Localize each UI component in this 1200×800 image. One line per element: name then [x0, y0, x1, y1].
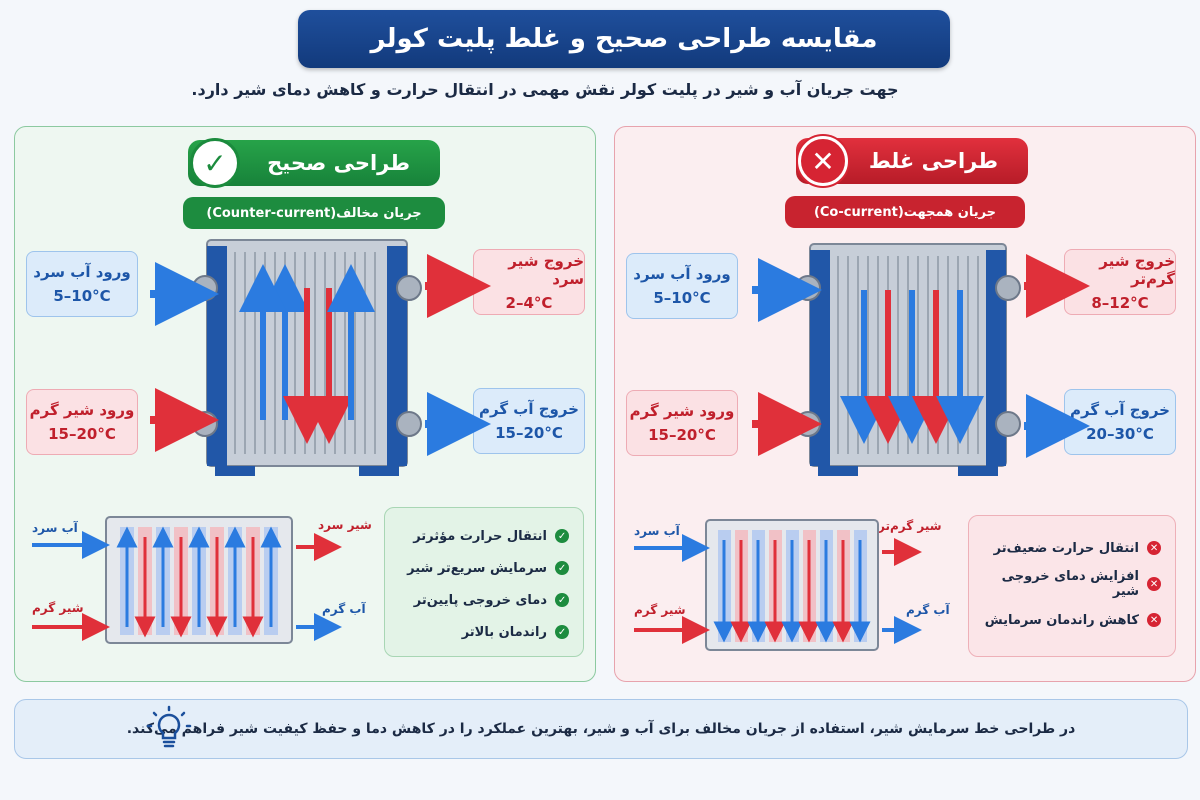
warmer-milk-outlet-label: خروج شیر گرم‌تر [1099, 252, 1175, 288]
warm-water-outlet-box-wrong [1064, 389, 1176, 455]
warm-water-outlet-value: 20–30°C [1086, 425, 1154, 443]
correct-design-badge [188, 140, 440, 186]
cold-milk-outlet-box [473, 249, 585, 315]
diagram-warm-milk-label: شیر گرم [634, 603, 686, 617]
counter-current-label: جریان مخالف(Counter-current) [183, 197, 445, 229]
hot-milk-inlet-box [26, 389, 138, 455]
cold-milk-outlet-label: خروج شیر سرد [508, 252, 584, 288]
warm-water-outlet-box [473, 388, 585, 454]
plate-heat-exchanger-wrong [748, 244, 1068, 480]
list-item: ✓ سرمایش سریع‌تر شیر [399, 552, 569, 584]
diagram-warm-water-label: آب گرم [322, 602, 366, 616]
cold-water-inlet-value: 5–10°C [653, 289, 711, 307]
list-item: ✓ انتقال حرارت مؤثرتر [399, 520, 569, 552]
footer-text: در طراحی خط سرمایش شیر، استفاده از جریان مخالف برای آب و شیر، بهترین عملکرد را در کاهش دما و حفظ کیفیت شیر فراهم می‌کند. [126, 721, 1076, 737]
x-icon: ✕ [1147, 577, 1161, 591]
warm-water-outlet-value: 15–20°C [495, 424, 563, 442]
plate-heat-exchanger-correct [145, 240, 475, 480]
check-icon: ✓ [555, 529, 569, 543]
cold-water-inlet-value: 5–10°C [53, 287, 111, 305]
hot-milk-inlet-value: 15–20°C [48, 425, 116, 443]
correct-benefits-list [384, 507, 584, 657]
lightbulb-icon [146, 706, 192, 752]
x-icon: ✕ [798, 136, 848, 186]
co-current-label: جریان همجهت(Co-current) [785, 196, 1025, 228]
wrong-badge-label: طراحی غلط [868, 149, 998, 173]
hot-milk-inlet-box-wrong [626, 390, 738, 456]
warmer-milk-outlet-value: 8–12°C [1091, 294, 1149, 312]
hot-milk-inlet-label: ورود شیر گرم [29, 401, 135, 419]
diagram-cold-water-label: آب سرد [32, 521, 78, 535]
list-item: ✕ کاهش راندمان سرمایش [983, 602, 1161, 638]
check-icon: ✓ [555, 561, 569, 575]
x-icon: ✕ [1147, 541, 1161, 555]
x-icon: ✕ [1147, 613, 1161, 627]
wrong-design-badge [796, 138, 1028, 184]
check-icon: ✓ [190, 138, 240, 188]
warmer-milk-outlet-box [1064, 249, 1176, 315]
cold-milk-outlet-value: 2–4°C [505, 294, 553, 312]
list-item: ✓ راندمان بالاتر [399, 616, 569, 648]
co-current-schematic [632, 518, 914, 654]
diagram-warm-milk-label: شیر گرم [32, 601, 84, 615]
diagram-cold-water-label: آب سرد [634, 524, 680, 538]
diagram-warmer-milk-label: شیر گرم‌تر [878, 519, 942, 533]
list-item: ✕ افزایش دمای خروجی شیر [983, 566, 1161, 602]
warm-water-outlet-label: خروج آب گرم [1070, 401, 1170, 419]
wrong-drawbacks-list [968, 515, 1176, 657]
warm-water-outlet-label: خروج آب گرم [479, 400, 579, 418]
list-item: ✕ انتقال حرارت ضعیف‌تر [983, 530, 1161, 566]
list-item: ✓ دمای خروجی پایین‌تر [399, 584, 569, 616]
diagram-cold-milk-label: شیر سرد [318, 518, 372, 532]
page-subtitle: جهت جریان آب و شیر در پلیت کولر نقش مهمی در انتقال حرارت و کاهش دمای شیر دارد. [191, 80, 899, 99]
counter-current-schematic [30, 515, 340, 645]
cold-water-inlet-box-wrong [626, 253, 738, 319]
cold-water-inlet-box [26, 251, 138, 317]
hot-milk-inlet-label: ورود شیر گرم [629, 402, 735, 420]
cold-water-inlet-label: ورود آب سرد [633, 265, 731, 283]
diagram-warm-water-label: آب گرم [906, 603, 950, 617]
correct-badge-label: طراحی صحیح [267, 151, 410, 175]
page-title: مقایسه طراحی صحیح و غلط پلیت کولر [298, 10, 950, 68]
check-icon: ✓ [555, 593, 569, 607]
cold-water-inlet-label: ورود آب سرد [33, 263, 131, 281]
check-icon: ✓ [555, 625, 569, 639]
hot-milk-inlet-value: 15–20°C [648, 426, 716, 444]
